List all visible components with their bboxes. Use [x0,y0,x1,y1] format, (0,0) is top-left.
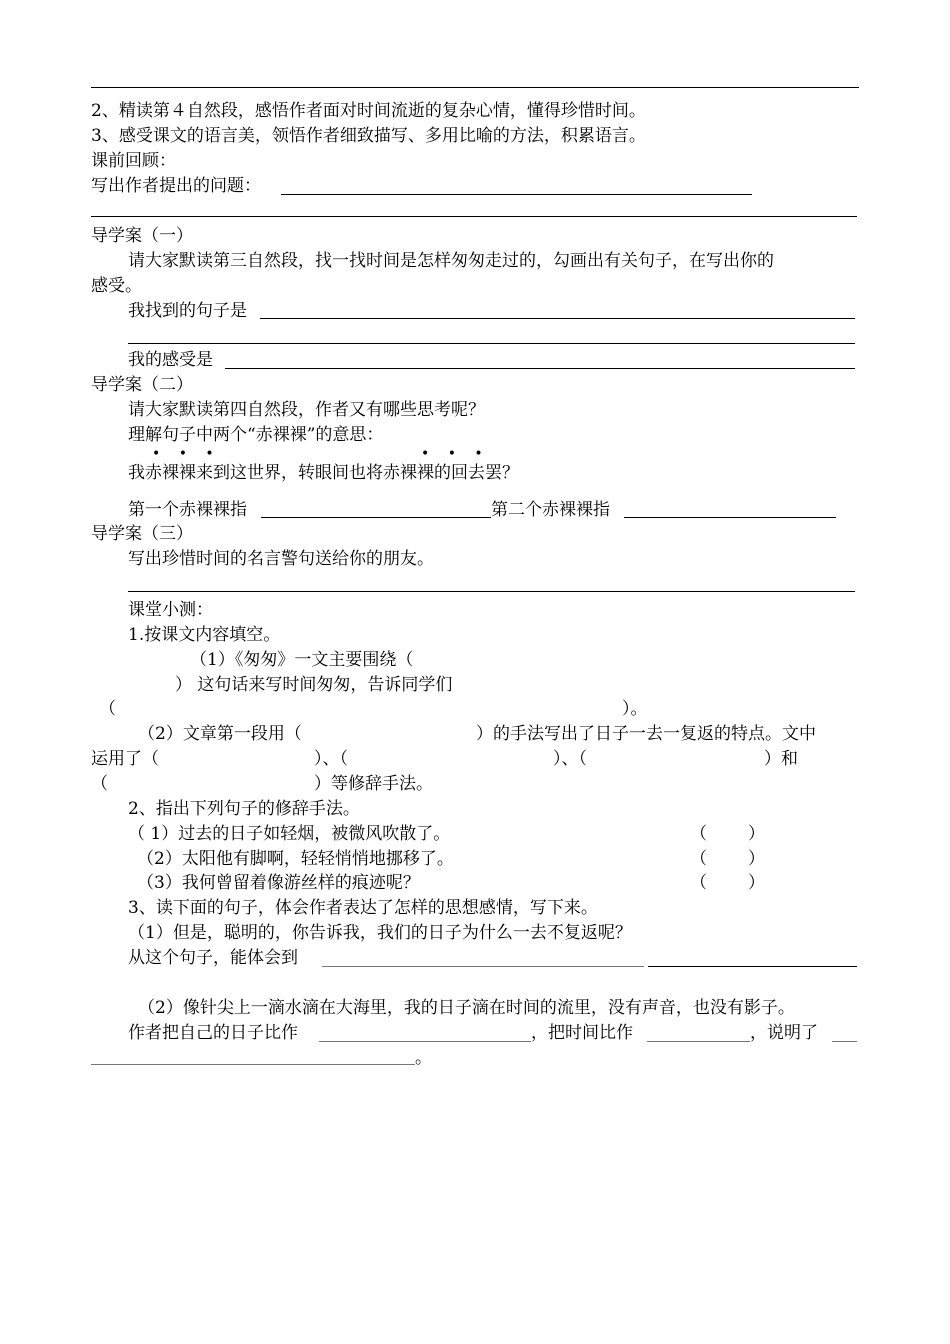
quiz-q2-item-1: （ 1）过去的日子如轻烟，被微风吹散了。 [128,824,451,844]
quiz-q2-item-3: （3）我何曾留着像游丝样的痕迹呢？ [137,873,420,893]
review-heading: 课前回顾： [91,151,176,171]
review-question-answer-line[interactable] [281,194,752,195]
quiz-q2-answer-close-2: ） [748,849,765,869]
quiz-q3-s2-c: ，说明了 [750,1023,818,1043]
quiz-q2-title: 2、指出下列句子的修辞手法。 [128,799,360,819]
guide2-line2: 理解句子中两个“赤裸裸”的意思： [128,425,384,445]
top-rule [91,87,859,88]
quiz-q3-s1-answer-line-2[interactable] [648,966,857,967]
guide2-first-answer-line[interactable] [261,517,491,518]
guide2-second-label: 第二个赤裸裸指 [491,500,610,520]
quiz-q1-p2-b: ）的手法写出了日子一去一复返的特点。文中 [476,724,816,744]
guide1-heading: 导学案（一） [91,226,193,246]
quiz-q3-s2-answer-day[interactable] [319,1041,531,1042]
quiz-q3-s1-label: 从这个句子，能体会到 [128,948,298,968]
quiz-q1-p1-b: ） 这句话来写时间匆匆，告诉同学们 [175,675,453,695]
quiz-q2-answer-open-1: （ [690,824,707,844]
quiz-q3-s2-answer-meaning-2[interactable] [91,1064,415,1065]
quiz-q3-s2-b: ，把时间比作 [531,1023,633,1043]
quiz-q1-p2-f: ）和 [764,749,798,769]
guide1-feeling-label: 我的感受是 [128,350,213,370]
guide3-answer-line[interactable] [128,591,855,592]
guide1-found-answer-line-2[interactable] [128,343,855,344]
guide1-found-label: 我找到的句子是 [128,301,247,321]
guide1-intro-line2: 感受。 [91,276,142,296]
guide1-feeling-answer-line[interactable] [225,368,855,369]
guide2-line1: 请大家默读第四自然段，作者又有哪些思考呢？ [128,400,485,420]
quiz-q2-answer-close-1: ） [748,824,765,844]
quiz-q1-p2-c: 运用了（ [91,749,159,769]
guide1-found-answer-line[interactable] [260,318,855,319]
quiz-heading: 课堂小测： [128,600,213,620]
quiz-q2-item-2: （2）太阳他有脚啊，轻轻悄悄地挪移了。 [137,849,454,869]
quiz-q1-p2-a: （2）文章第一段用（ [138,724,302,744]
quiz-q3-sentence-2: （2）像针尖上一滴水滴在大海里，我的日子滴在时间的流里，没有声音，也没有影子。 [138,998,795,1018]
guide2-first-label: 第一个赤裸裸指 [128,500,247,520]
quiz-q3-s2-answer-meaning[interactable] [832,1041,857,1042]
guide3-heading: 导学案（三） [91,524,193,544]
quiz-q3-s2-a: 作者把自己的日子比作 [128,1023,298,1043]
quiz-q3-title: 3、读下面的句子，体会作者表达了怎样的思想感情，写下来。 [128,898,598,918]
guide2-second-answer-line[interactable] [624,517,836,518]
quiz-q1-p1-c-open: （ [99,699,116,719]
quiz-q3-sentence-1: （1）但是，聪明的，你告诉我，我们的日子为什么一去不复返呢？ [128,923,632,943]
quiz-q3-s2-answer-time[interactable] [647,1041,750,1042]
quiz-q3-s1-answer-line[interactable] [322,966,644,967]
quiz-q2-answer-open-2: （ [690,849,707,869]
quiz-q2-answer-close-3: ） [748,873,765,893]
quiz-q3-s2-end: 。 [415,1048,432,1068]
quiz-q1-p1-c-close: ）。 [622,699,648,719]
guide2-sentence: 我赤裸裸来到这世界，转眼间也将赤裸裸的回去罢？ [128,463,519,483]
goal-2: 2、精读第４自然段，感悟作者面对时间流逝的复杂心情，懂得珍惜时间。 [91,101,646,121]
emphasis-dots-1: • • • [152,446,221,462]
guide1-intro-line1: 请大家默读第三自然段，找一找时间是怎样匆匆走过的，勾画出有关句子，在写出你的 [128,251,774,271]
quiz-q2-answer-open-3: （ [690,873,707,893]
review-question-label: 写出作者提出的问题： [91,176,261,196]
quiz-q1-p2-h: ）等修辞手法。 [314,774,433,794]
guide2-heading: 导学案（二） [91,375,193,395]
quiz-q1-p2-g: （ [91,774,108,794]
quiz-q1-p2-d: ）、（ [314,749,348,769]
goal-3: 3、感受课文的语言美，领悟作者细致描写、多用比喻的方法，积累语言。 [91,126,646,146]
quiz-q1-p2-e: ）、（ [553,749,587,769]
emphasis-dots-2: • • • [421,446,490,462]
quiz-q1-title: 1.按课文内容填空。 [128,625,281,645]
guide3-line1: 写出珍惜时间的名言警句送给你的朋友。 [128,549,434,569]
review-question-answer-line-2[interactable] [91,216,857,217]
quiz-q1-p1-a: （1）《匆匆》一文主要围绕（ [190,650,414,670]
